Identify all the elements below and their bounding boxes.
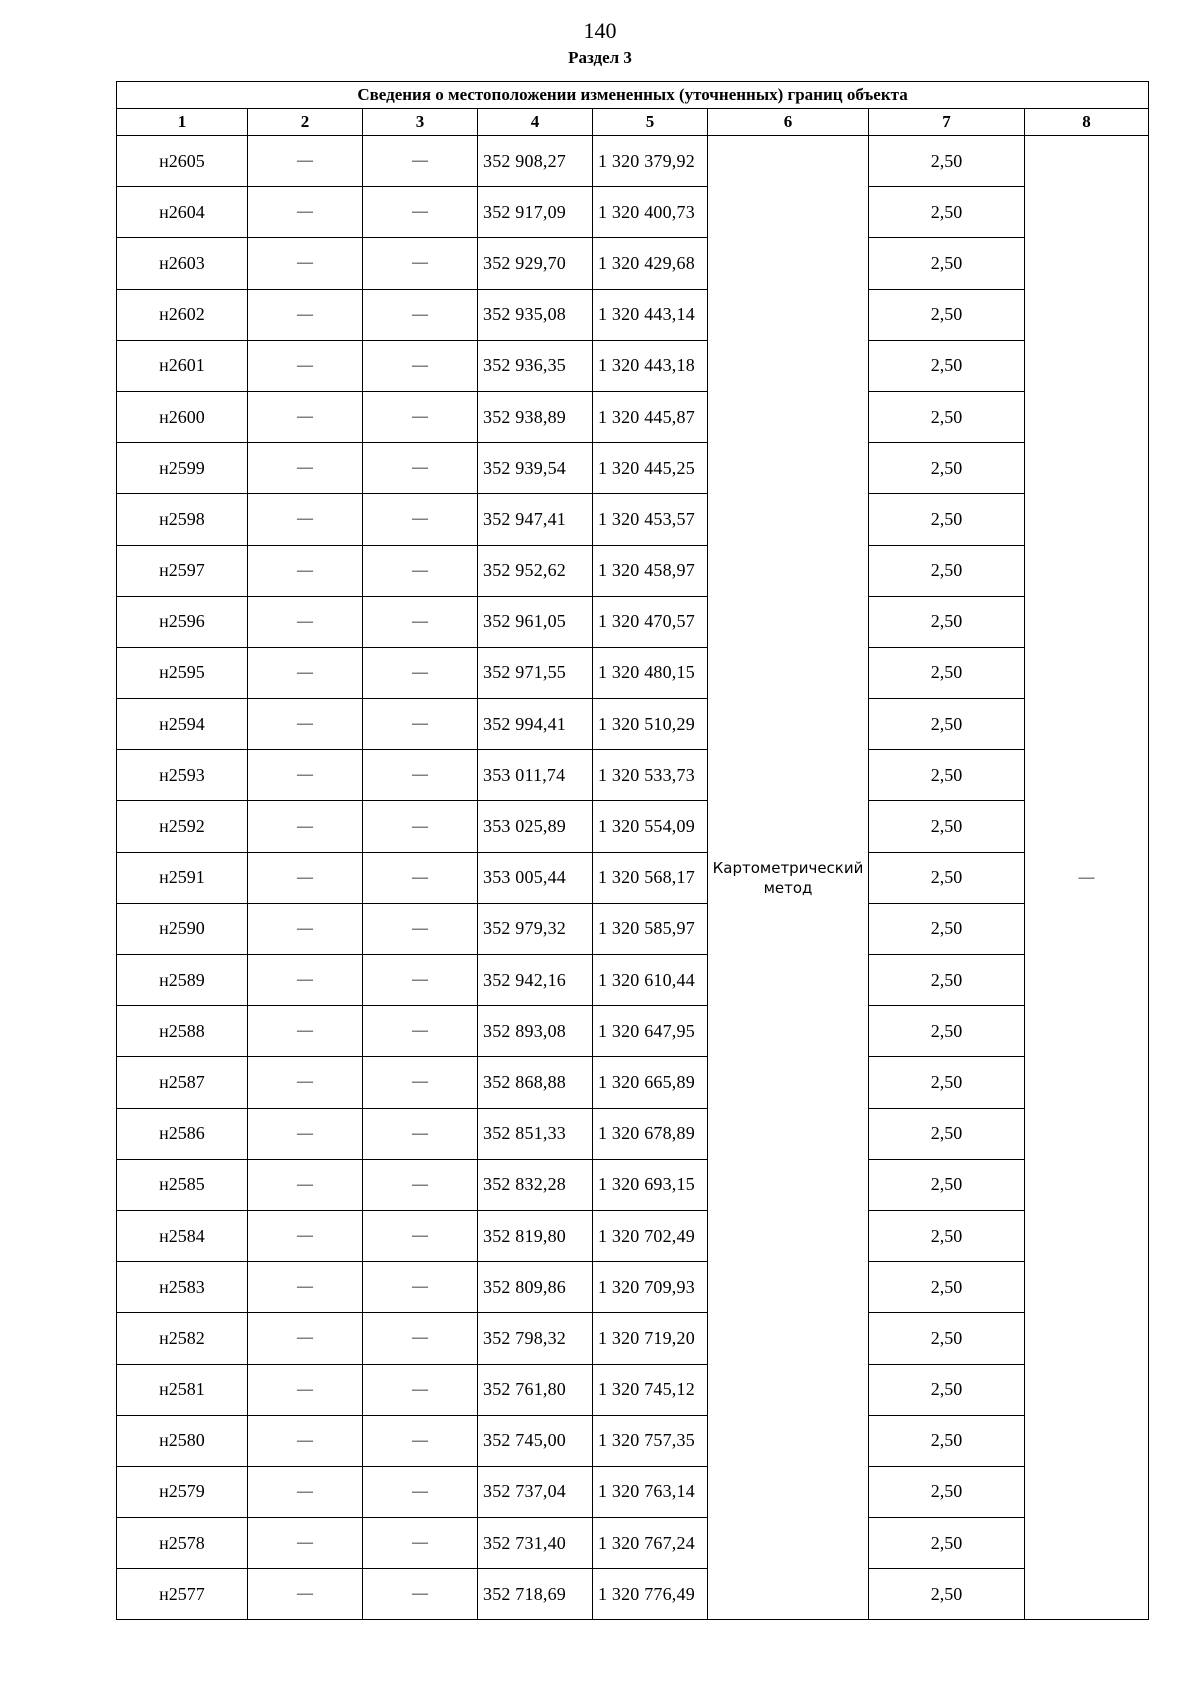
accuracy-cell: 2,50 <box>869 1313 1025 1364</box>
accuracy-cell: 2,50 <box>869 699 1025 750</box>
y-coordinate-cell: 1 320 453,57 <box>593 494 708 545</box>
table-row <box>117 750 1149 801</box>
y-coordinate-cell: 1 320 533,73 <box>593 750 708 801</box>
x-coordinate-cell: 352 761,80 <box>478 1364 593 1415</box>
column-3-cell: — <box>363 1569 478 1620</box>
point-name-cell: н2595 <box>117 647 248 698</box>
column-3-cell: — <box>363 1364 478 1415</box>
point-name-cell: н2599 <box>117 443 248 494</box>
x-coordinate-cell: 352 917,09 <box>478 187 593 238</box>
column-2-cell: — <box>248 955 363 1006</box>
table-row <box>117 1569 1149 1620</box>
table-row <box>117 852 1149 903</box>
column-3-cell: — <box>363 801 478 852</box>
accuracy-cell: 2,50 <box>869 1159 1025 1210</box>
column-3-cell: — <box>363 238 478 289</box>
point-name-cell: н2605 <box>117 136 248 187</box>
column-8-cell: — <box>1025 136 1149 1620</box>
accuracy-cell: 2,50 <box>869 596 1025 647</box>
x-coordinate-cell: 352 851,33 <box>478 1108 593 1159</box>
column-3-cell: — <box>363 187 478 238</box>
point-name-cell: н2585 <box>117 1159 248 1210</box>
accuracy-cell: 2,50 <box>869 340 1025 391</box>
point-name-cell: н2582 <box>117 1313 248 1364</box>
column-3-cell: — <box>363 852 478 903</box>
x-coordinate-cell: 352 832,28 <box>478 1159 593 1210</box>
accuracy-cell: 2,50 <box>869 1518 1025 1569</box>
x-coordinate-cell: 353 005,44 <box>478 852 593 903</box>
x-coordinate-cell: 352 908,27 <box>478 136 593 187</box>
accuracy-cell: 2,50 <box>869 443 1025 494</box>
accuracy-cell: 2,50 <box>869 801 1025 852</box>
x-coordinate-cell: 353 025,89 <box>478 801 593 852</box>
y-coordinate-cell: 1 320 702,49 <box>593 1210 708 1261</box>
column-2-cell: — <box>248 699 363 750</box>
column-3-cell: — <box>363 1262 478 1313</box>
point-name-cell: н2580 <box>117 1415 248 1466</box>
accuracy-cell: 2,50 <box>869 1006 1025 1057</box>
point-name-cell: н2587 <box>117 1057 248 1108</box>
column-3-cell: — <box>363 1159 478 1210</box>
point-name-cell: н2604 <box>117 187 248 238</box>
x-coordinate-cell: 352 979,32 <box>478 903 593 954</box>
y-coordinate-cell: 1 320 610,44 <box>593 955 708 1006</box>
column-3-cell: — <box>363 1415 478 1466</box>
column-2-cell: — <box>248 903 363 954</box>
y-coordinate-cell: 1 320 443,14 <box>593 289 708 340</box>
x-coordinate-cell: 352 809,86 <box>478 1262 593 1313</box>
column-2-cell: — <box>248 1518 363 1569</box>
table-row <box>117 340 1149 391</box>
column-2-cell: — <box>248 1415 363 1466</box>
table-row <box>117 1466 1149 1517</box>
column-2-cell: — <box>248 596 363 647</box>
column-3-cell: — <box>363 750 478 801</box>
table-row <box>117 596 1149 647</box>
column-number-2: 2 <box>248 109 363 136</box>
column-2-cell: — <box>248 1466 363 1517</box>
x-coordinate-cell: 352 798,32 <box>478 1313 593 1364</box>
page-number: 140 <box>583 18 617 43</box>
point-name-cell: н2592 <box>117 801 248 852</box>
y-coordinate-cell: 1 320 745,12 <box>593 1364 708 1415</box>
accuracy-cell: 2,50 <box>869 1108 1025 1159</box>
x-coordinate-cell: 352 971,55 <box>478 647 593 698</box>
x-coordinate-cell: 352 961,05 <box>478 596 593 647</box>
y-coordinate-cell: 1 320 767,24 <box>593 1518 708 1569</box>
table-caption: Сведения о местоположении измененных (уточненных) границ объекта <box>117 82 1149 109</box>
table-row <box>117 699 1149 750</box>
x-coordinate-cell: 352 893,08 <box>478 1006 593 1057</box>
accuracy-cell: 2,50 <box>869 1466 1025 1517</box>
y-coordinate-cell: 1 320 585,97 <box>593 903 708 954</box>
table-row <box>117 1108 1149 1159</box>
y-coordinate-cell: 1 320 709,93 <box>593 1262 708 1313</box>
column-3-cell: — <box>363 1210 478 1261</box>
table-row <box>117 443 1149 494</box>
table-row <box>117 1006 1149 1057</box>
column-number-8: 8 <box>1025 109 1149 136</box>
point-name-cell: н2602 <box>117 289 248 340</box>
column-2-cell: — <box>248 647 363 698</box>
y-coordinate-cell: 1 320 429,68 <box>593 238 708 289</box>
column-2-cell: — <box>248 1364 363 1415</box>
column-2-cell: — <box>248 443 363 494</box>
accuracy-cell: 2,50 <box>869 391 1025 442</box>
column-2-cell: — <box>248 391 363 442</box>
column-3-cell: — <box>363 1466 478 1517</box>
column-number-7: 7 <box>869 109 1025 136</box>
x-coordinate-cell: 352 952,62 <box>478 545 593 596</box>
column-2-cell: — <box>248 1569 363 1620</box>
point-name-cell: н2598 <box>117 494 248 545</box>
column-3-cell: — <box>363 340 478 391</box>
accuracy-cell: 2,50 <box>869 647 1025 698</box>
column-2-cell: — <box>248 494 363 545</box>
y-coordinate-cell: 1 320 776,49 <box>593 1569 708 1620</box>
column-3-cell: — <box>363 545 478 596</box>
x-coordinate-cell: 352 947,41 <box>478 494 593 545</box>
x-coordinate-cell: 352 819,80 <box>478 1210 593 1261</box>
column-2-cell: — <box>248 1262 363 1313</box>
column-3-cell: — <box>363 903 478 954</box>
accuracy-cell: 2,50 <box>869 136 1025 187</box>
y-coordinate-cell: 1 320 757,35 <box>593 1415 708 1466</box>
column-3-cell: — <box>363 1108 478 1159</box>
column-2-cell: — <box>248 238 363 289</box>
y-coordinate-cell: 1 320 693,15 <box>593 1159 708 1210</box>
column-3-cell: — <box>363 596 478 647</box>
y-coordinate-cell: 1 320 510,29 <box>593 699 708 750</box>
column-2-cell: — <box>248 1159 363 1210</box>
point-name-cell: н2590 <box>117 903 248 954</box>
accuracy-cell: 2,50 <box>869 289 1025 340</box>
table-row <box>117 1364 1149 1415</box>
y-coordinate-cell: 1 320 554,09 <box>593 801 708 852</box>
column-2-cell: — <box>248 852 363 903</box>
accuracy-cell: 2,50 <box>869 1057 1025 1108</box>
table-row <box>117 494 1149 545</box>
point-name-cell: н2589 <box>117 955 248 1006</box>
accuracy-cell: 2,50 <box>869 238 1025 289</box>
column-3-cell: — <box>363 443 478 494</box>
y-coordinate-cell: 1 320 665,89 <box>593 1057 708 1108</box>
table-row <box>117 187 1149 238</box>
column-number-6: 6 <box>708 109 869 136</box>
x-coordinate-cell: 352 718,69 <box>478 1569 593 1620</box>
x-coordinate-cell: 352 868,88 <box>478 1057 593 1108</box>
table-row <box>117 1415 1149 1466</box>
column-3-cell: — <box>363 1518 478 1569</box>
table-row <box>117 289 1149 340</box>
accuracy-cell: 2,50 <box>869 1210 1025 1261</box>
table-row <box>117 391 1149 442</box>
y-coordinate-cell: 1 320 458,97 <box>593 545 708 596</box>
accuracy-cell: 2,50 <box>869 852 1025 903</box>
point-name-cell: н2579 <box>117 1466 248 1517</box>
point-name-cell: н2577 <box>117 1569 248 1620</box>
point-name-cell: н2601 <box>117 340 248 391</box>
point-name-cell: н2600 <box>117 391 248 442</box>
column-3-cell: — <box>363 391 478 442</box>
column-3-cell: — <box>363 289 478 340</box>
accuracy-cell: 2,50 <box>869 187 1025 238</box>
accuracy-cell: 2,50 <box>869 1364 1025 1415</box>
accuracy-cell: 2,50 <box>869 494 1025 545</box>
column-2-cell: — <box>248 187 363 238</box>
table-row <box>117 238 1149 289</box>
table-row <box>117 1057 1149 1108</box>
column-2-cell: — <box>248 136 363 187</box>
x-coordinate-cell: 352 994,41 <box>478 699 593 750</box>
y-coordinate-cell: 1 320 678,89 <box>593 1108 708 1159</box>
column-2-cell: — <box>248 801 363 852</box>
table-row <box>117 1210 1149 1261</box>
accuracy-cell: 2,50 <box>869 955 1025 1006</box>
point-name-cell: н2586 <box>117 1108 248 1159</box>
section-title: Раздел 3 <box>568 48 632 67</box>
point-name-cell: н2584 <box>117 1210 248 1261</box>
column-2-cell: — <box>248 1210 363 1261</box>
x-coordinate-cell: 352 929,70 <box>478 238 593 289</box>
y-coordinate-cell: 1 320 480,15 <box>593 647 708 698</box>
column-number-4: 4 <box>478 109 593 136</box>
column-3-cell: — <box>363 955 478 1006</box>
x-coordinate-cell: 352 745,00 <box>478 1415 593 1466</box>
column-3-cell: — <box>363 699 478 750</box>
column-3-cell: — <box>363 1313 478 1364</box>
table-row <box>117 955 1149 1006</box>
column-3-cell: — <box>363 647 478 698</box>
column-2-cell: — <box>248 1006 363 1057</box>
y-coordinate-cell: 1 320 763,14 <box>593 1466 708 1517</box>
x-coordinate-cell: 352 935,08 <box>478 289 593 340</box>
y-coordinate-cell: 1 320 443,18 <box>593 340 708 391</box>
table-row <box>117 1159 1149 1210</box>
x-coordinate-cell: 352 939,54 <box>478 443 593 494</box>
y-coordinate-cell: 1 320 719,20 <box>593 1313 708 1364</box>
point-name-cell: н2597 <box>117 545 248 596</box>
table-row <box>117 1262 1149 1313</box>
y-coordinate-cell: 1 320 400,73 <box>593 187 708 238</box>
column-number-3: 3 <box>363 109 478 136</box>
accuracy-cell: 2,50 <box>869 1569 1025 1620</box>
x-coordinate-cell: 352 942,16 <box>478 955 593 1006</box>
column-2-cell: — <box>248 289 363 340</box>
point-name-cell: н2593 <box>117 750 248 801</box>
column-number-5: 5 <box>593 109 708 136</box>
column-3-cell: — <box>363 1057 478 1108</box>
column-3-cell: — <box>363 1006 478 1057</box>
table-row <box>117 647 1149 698</box>
point-name-cell: н2581 <box>117 1364 248 1415</box>
point-name-cell: н2578 <box>117 1518 248 1569</box>
y-coordinate-cell: 1 320 647,95 <box>593 1006 708 1057</box>
x-coordinate-cell: 353 011,74 <box>478 750 593 801</box>
x-coordinate-cell: 352 938,89 <box>478 391 593 442</box>
table-row <box>117 545 1149 596</box>
column-2-cell: — <box>248 1108 363 1159</box>
table-row <box>117 1313 1149 1364</box>
column-3-cell: — <box>363 136 478 187</box>
accuracy-cell: 2,50 <box>869 1415 1025 1466</box>
column-number-1: 1 <box>117 109 248 136</box>
table-row <box>117 903 1149 954</box>
x-coordinate-cell: 352 936,35 <box>478 340 593 391</box>
point-name-cell: н2591 <box>117 852 248 903</box>
column-2-cell: — <box>248 1057 363 1108</box>
y-coordinate-cell: 1 320 445,25 <box>593 443 708 494</box>
accuracy-cell: 2,50 <box>869 1262 1025 1313</box>
y-coordinate-cell: 1 320 445,87 <box>593 391 708 442</box>
point-name-cell: н2603 <box>117 238 248 289</box>
column-2-cell: — <box>248 1313 363 1364</box>
method-cell: Картометрический метод <box>708 136 869 1620</box>
accuracy-cell: 2,50 <box>869 545 1025 596</box>
column-2-cell: — <box>248 750 363 801</box>
table-row <box>117 1518 1149 1569</box>
point-name-cell: н2596 <box>117 596 248 647</box>
point-name-cell: н2583 <box>117 1262 248 1313</box>
x-coordinate-cell: 352 737,04 <box>478 1466 593 1517</box>
accuracy-cell: 2,50 <box>869 903 1025 954</box>
x-coordinate-cell: 352 731,40 <box>478 1518 593 1569</box>
y-coordinate-cell: 1 320 568,17 <box>593 852 708 903</box>
point-name-cell: н2594 <box>117 699 248 750</box>
accuracy-cell: 2,50 <box>869 750 1025 801</box>
table-row <box>117 136 1149 187</box>
boundary-coordinates-table <box>116 81 1149 1620</box>
column-3-cell: — <box>363 494 478 545</box>
table-row <box>117 801 1149 852</box>
column-2-cell: — <box>248 545 363 596</box>
column-2-cell: — <box>248 340 363 391</box>
point-name-cell: н2588 <box>117 1006 248 1057</box>
y-coordinate-cell: 1 320 470,57 <box>593 596 708 647</box>
y-coordinate-cell: 1 320 379,92 <box>593 136 708 187</box>
